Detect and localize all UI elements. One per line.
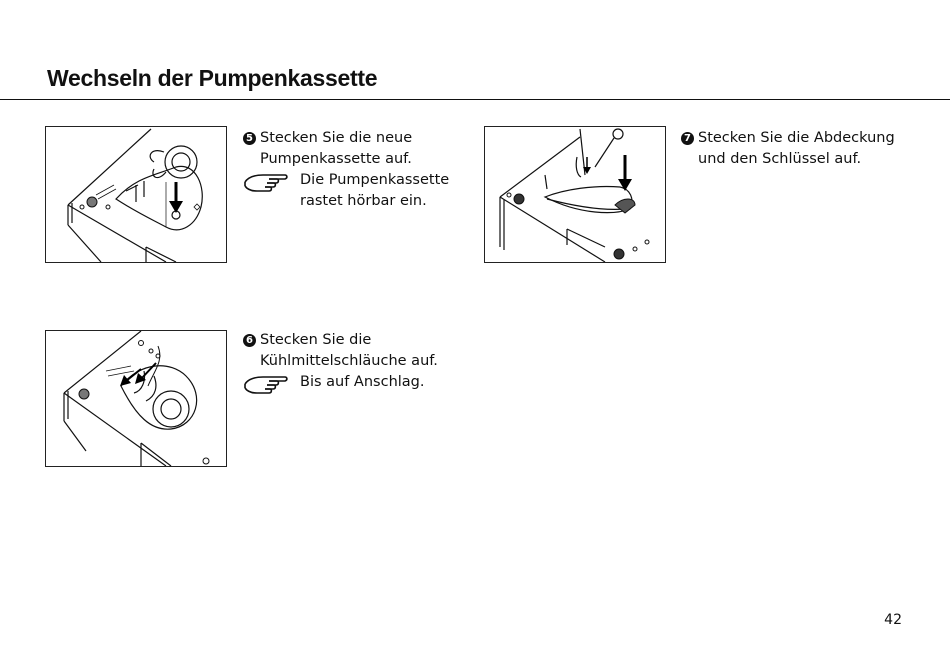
page-title: Wechseln der Pumpenkassette <box>47 65 378 91</box>
hose-connect-illustration <box>46 331 226 466</box>
step-6 <box>243 330 438 393</box>
step-number-badge: 5 <box>243 132 256 145</box>
page-number: 42 <box>884 612 902 628</box>
title-rule <box>0 99 950 100</box>
step-5-line-2: Pumpenkassette auf. <box>260 151 412 167</box>
step-5-note-line-1: Die Pumpenkassette <box>300 172 450 188</box>
pointing-hand-icon <box>243 372 289 402</box>
step-6-note-line-1: Bis auf Anschlag. <box>300 374 425 390</box>
figure-step-7 <box>484 126 666 263</box>
step-5-note-line-2: rastet hörbar ein. <box>300 193 427 209</box>
step-5-line-1: Stecken Sie die neue <box>260 130 413 146</box>
pointing-hand-icon <box>243 170 289 200</box>
step-7-line-1: Stecken Sie die Abdeckung <box>698 130 895 146</box>
step-6-line-1: Stecken Sie die <box>260 332 372 348</box>
figure-step-5 <box>45 126 227 263</box>
pump-insert-illustration <box>46 127 226 262</box>
cover-key-illustration <box>485 127 665 262</box>
step-number-badge: 7 <box>681 132 694 145</box>
step-6-line-2: Kühlmittelschläuche auf. <box>260 353 438 369</box>
step-7-line-2: und den Schlüssel auf. <box>698 151 862 167</box>
step-5 <box>243 128 449 212</box>
step-7 <box>681 128 895 170</box>
step-6-note <box>243 372 438 393</box>
step-5-note <box>243 170 449 212</box>
figure-step-6 <box>45 330 227 467</box>
step-number-badge: 6 <box>243 334 256 347</box>
